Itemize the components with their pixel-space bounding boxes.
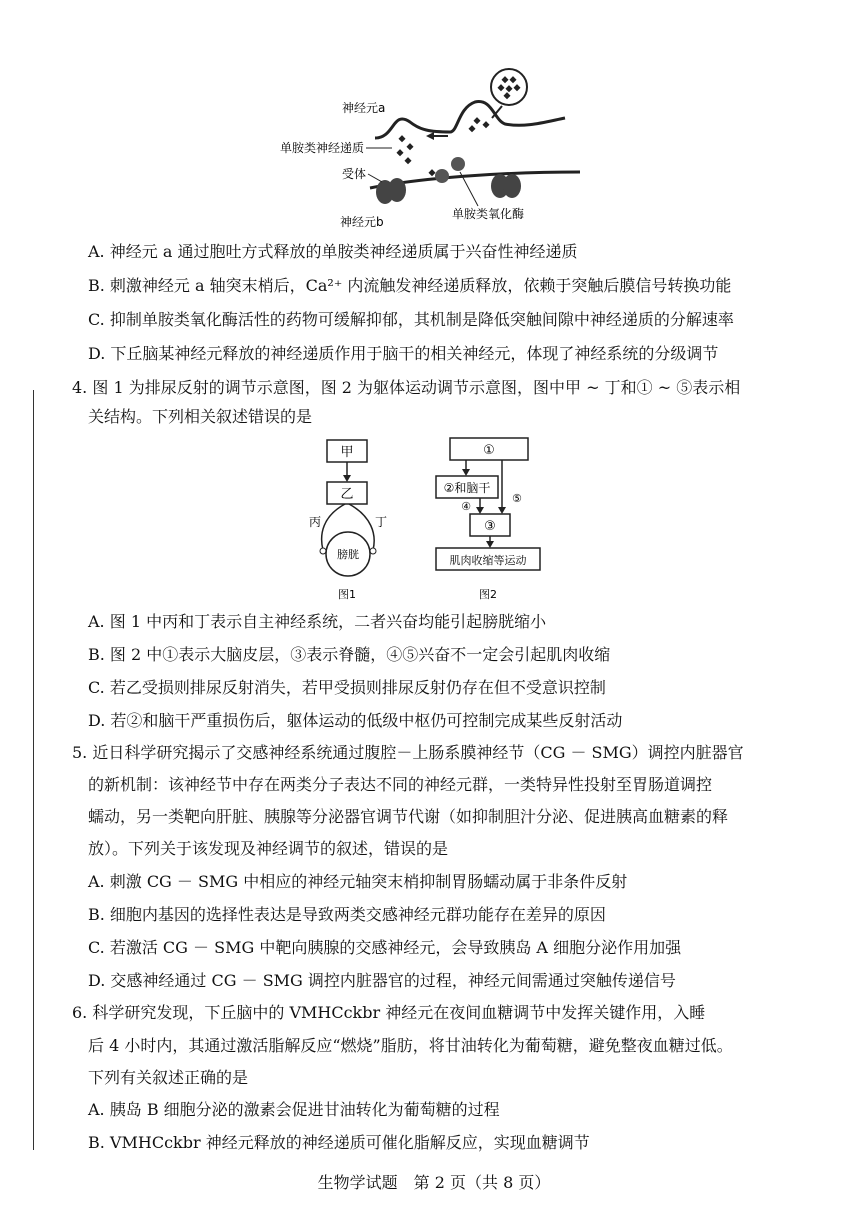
fig2-n4: ④: [461, 500, 471, 513]
released-transmitters: [396, 117, 489, 176]
q5-stem-line3: 蠕动，另一类靶向肝脏、胰腺等分泌器官调节代谢（如抑制胆汁分泌、促进胰高血糖素的释: [88, 807, 729, 826]
q6-stem-line1: 6. 科学研究发现，下丘脑中的 VMHCckbr 神经元在夜间血糖调节中发挥关键作用，入睡: [72, 1003, 706, 1022]
neuron-a-membrane: [375, 102, 565, 138]
fig2-n3: ③: [484, 519, 496, 534]
q3-option-b[interactable]: B. 刺激神经元 a 轴突末梢后，Ca²⁺ 内流触发神经递质释放，依赖于突触后膜信号转换功能: [88, 276, 732, 295]
neuron-b-label: 神经元b: [340, 215, 384, 229]
q5-option-a[interactable]: A. 刺激 CG － SMG 中相应的神经元轴突末梢抑制胃肠蠕动属于非条件反射: [88, 872, 628, 891]
q5-option-d[interactable]: D. 交感神经通过 CG － SMG 调控内脏器官的过程，神经元间需通过突触传递信号: [88, 971, 676, 990]
fig2-muscle: 肌肉收缩等运动: [449, 554, 527, 567]
synapse-figure: [280, 60, 580, 232]
q4-stem-line2: 关结构。下列相关叙述错误的是: [88, 407, 313, 426]
transmitter-label: 单胺类神经递质: [280, 141, 365, 155]
enzymes: [435, 157, 465, 183]
q3-option-a[interactable]: A. 神经元 a 通过胞吐方式释放的单胺类神经递质属于兴奋性神经递质: [88, 242, 578, 261]
q6-stem-line2: 后 4 小时内，其通过激活脂解反应“燃烧”脂肪，将甘油转化为葡萄糖，避免整夜血糖过低。: [88, 1036, 733, 1055]
fig1-ding: 丁: [375, 515, 388, 529]
fig1-yi: 乙: [340, 487, 354, 502]
receptor-label: 受体: [342, 167, 367, 181]
fig1-jia: 甲: [340, 445, 354, 460]
fig2-n2: ②和脑干: [443, 481, 491, 495]
q4-option-b[interactable]: B. 图 2 中①表示大脑皮层，③表示脊髓，④⑤兴奋不一定会引起肌肉收缩: [88, 645, 611, 664]
q5-stem-line2: 的新机制：该神经节中存在两类分子表达不同的神经元群，一类特异性投射至胃肠道调控: [88, 775, 713, 794]
fig2-caption: 图2: [479, 588, 497, 601]
fig2-n1: ①: [483, 443, 495, 458]
fig2-n5: ⑤: [512, 492, 522, 505]
q6-option-a[interactable]: A. 胰岛 B 细胞分泌的激素会促进甘油转化为葡萄糖的过程: [88, 1100, 500, 1119]
page-footer: 生物学试题 第 2 页（共 8 页）: [317, 1173, 551, 1192]
fig1-bing: 丙: [309, 515, 322, 529]
margin-rule: [33, 390, 34, 1150]
q3-option-d[interactable]: D. 下丘脑某神经元释放的神经递质作用于脑干的相关神经元，体现了神经系统的分级调节: [88, 344, 719, 363]
q5-option-b[interactable]: B. 细胞内基因的选择性表达是导致两类交感神经元群功能存在差异的原因: [88, 905, 606, 924]
q6-stem-line3: 下列有关叙述正确的是: [88, 1068, 249, 1087]
figure-2: [430, 436, 550, 604]
fig1-caption: 图1: [338, 588, 356, 601]
q4-stem-line1: 4. 图 1 为排尿反射的调节示意图，图 2 为躯体运动调节示意图，图中甲 ~ 丁和① ~ ⑤表示相: [72, 378, 741, 397]
q5-option-c[interactable]: C. 若激活 CG － SMG 中靶向胰腺的交感神经元，会导致胰岛 A 细胞分泌作用加强: [88, 938, 682, 957]
enzyme-label: 单胺类氧化酶: [452, 207, 525, 221]
q3-option-c[interactable]: C. 抑制单胺类氧化酶活性的药物可缓解抑郁，其机制是降低突触间隙中神经递质的分解速率: [88, 310, 734, 329]
q4-option-a[interactable]: A. 图 1 中丙和丁表示自主神经系统，二者兴奋均能引起膀胱缩小: [88, 612, 547, 631]
figure-1: [305, 438, 415, 603]
q4-option-c[interactable]: C. 若乙受损则排尿反射消失，若甲受损则排尿反射仍存在但不受意识控制: [88, 678, 606, 697]
q4-option-d[interactable]: D. 若②和脑干严重损伤后，躯体运动的低级中枢仍可控制完成某些反射活动: [88, 711, 623, 730]
q5-stem-line1: 5. 近日科学研究揭示了交感神经系统通过腹腔－上肠系膜神经节（CG － SMG）调控内脏器官: [72, 743, 744, 762]
fig1-bladder: 膀胱: [337, 548, 359, 561]
q6-option-b[interactable]: B. VMHCckbr 神经元释放的神经递质可催化脂解反应，实现血糖调节: [88, 1133, 590, 1152]
q5-stem-line4: 放）。下列关于该发现及神经调节的叙述，错误的是: [88, 839, 449, 858]
neuron-a-label: 神经元a: [342, 101, 386, 115]
